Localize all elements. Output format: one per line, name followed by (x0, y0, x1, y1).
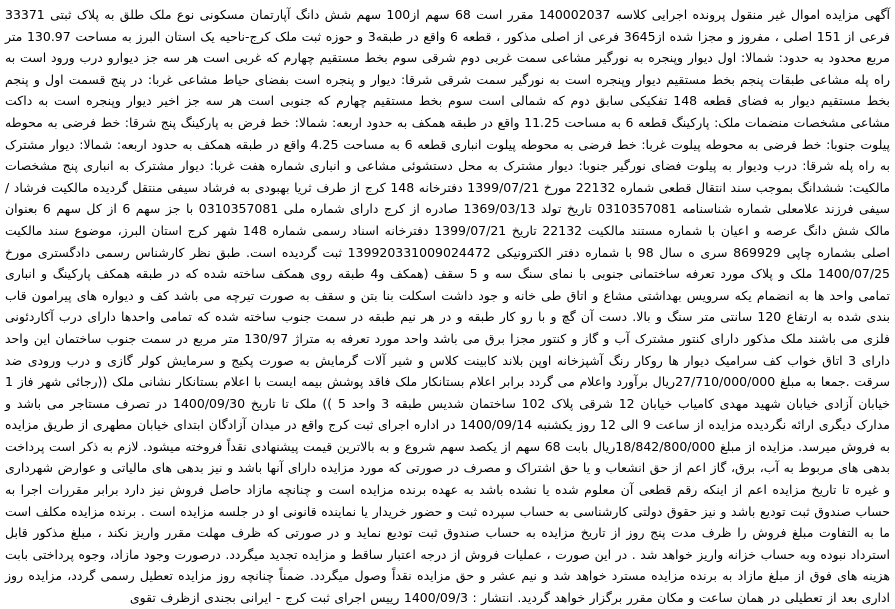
auction-notice-body: آگهی مزایده اموال غیر منقول پرونده اجرایی کلاسه 140002037 مقرر است 68 سهم از100 سهم شش دانگ آپارتمان مسکونی نوع ملک طلق به پلاک ثبتی 33371 فرعی از 151 اصلی ، مفروز و مجزا شده از3645 فرعی از اصلی مذکور ، قطعه 6 واقع در طبقه3 و حوزه ثبت ملک کرج-ناحیه یک استان البرز به مساحت 130.97 متر مربع محدود به حدود: شمالا: اول دیوار وپنجره به نورگیر مشاعی سمت غربی دوم شرقی سوم بخط مستقیم چهارم که غربی است هر سه جز دیوارو درب ورود است به راه پله مشاعی طبقات پنجم بخط مستقیم دیوار وپنجره است به نورگیر سمت شرقی شرقا: دیوار و پنجره است بفضای حیاط مشاعی غربا: در پنج قسمت اول و پنجم بخط مستقیم دیوار به فضای قطعه 148 تفکیکی سابق دوم که شمالی است سوم بخط مستقیم چهارم که جنوبی است هر سه جز اخیر دیوار وپنجره است به داکت مشاعی مشخصات منضمات ملک: پارکینگ قطعه 6 به مساحت 11.25 واقع در طبقه همکف به حدود اربعه: شمالا: خط فرض به پارکینگ پنج شرقا: خط فرضی به محوطه پیلوت جنوبا: خط فرضی به محوطه پیلوت غربا: خط فرضی به محوطه پیلوت انباری قطعه 6 به مساحت 4.25 واقع در طبقه همکف به حدود اربعه: شمالا: دیوار مشترک به راه پله شرقا: درب ودیوار به پیلوت فضای نورگیر جنوبا: دیوار مشترک به محل دستشوئی مشاعی و انباری شماره هفت غربا: دیوار مشترک به انباری پنج مشخصات مالکیت: ششدانگ بموجب سند انتقال قطعی شماره 22132 مورخ 1399/07/21 دفترخانه 148 کرج از طرف ثریا بهبودی به فرشاد سیفی منتقل گردیده مالکیت فرشاد / سیفی فرزند علامعلی شماره شناسنامه 0310357081 تاریخ تولد 1369/03/13 صادره از کرج دارای شماره ملی 0310357081 با جز سهم 6 از کل سهم 6 بعنوان مالک شش دانگ عرصه و اعیان با شماره مستند مالکیت 22132 تاریخ 1399/07/21 دفترخانه اسناد رسمی شماره 148 شهر کرج استان البرز، موضوع سند مالکیت اصلی بشماره چاپی 869929 سری ه سال 98 با شماره دفتر الکترونیکی 139920331009024472 ثبت گردیده است. طبق نظر کارشناس رسمی دادگستری مورخ 1400/07/25 ملک و پلاک مورد تعرفه ساختمانی جنوبی با نمای سنگ سه و 5 سقف (همکف و4 طبقه روی همکف ساخته شده که در طبقه همکف پارکینگ و انباری تمامی واحد ها به انضمام یکه سرویس بهداشتی مشاع و اتاق طی خانه و جود داشت اسکلت بنا بتن و سقف به صورت تیرچه می باشد کف و دیواره های پیرامون قاب بندی شده به ارتفاع 120 سانتی متر سنگ و بالا. دست آن گچ و با رو کار طبقه و در هر نیم طبقه در سمت جنوب ساخته شده که تمامی واحدها دارای درب آکاردئونی فلزی می باشند ملک مذکور دارای کنتور مشترک آب و گاز و کنتور مجزا برق می باشد واحد مورد تعرفه به متراژ 130/97 متر مربع در سمت جنوب ساختمان این واحد دارای 3 اتاق خواب کف سرامیک دیوار ها روکار رنگ آشپزخانه اوپن بلاند کابینت کلاس و شیر آلات گرمایش به صورت پکیج و سرمایش کولر گازی و درب ورودی ضد سرقت .جمعا به مبلغ 27/710/000/000ریال برآورد واعلام می گردد برابر اعلام بستانکار ملک فاقد پوشش بیمه ایست با اعلام بستانکار نشانی ملک ((رجائی شهر فاز 1 خیابان آزادی خیابان شهید مهدی کامیاب خیابان 12 شرقی پلاک 102 ساختمان شدیس طبقه 3 واحد 5 )) ملک تا تاریخ 1400/09/30 در تصرف مستاجر می باشد و مدارک دیگری ارائه نگردیده مزایده از ساعت 9 الی 12 روز یکشنبه 1400/09/14 در اداره اجرای ثبت کرج واقع در میدان آزادگان ابتدای خیابان مطهری از طریق مزایده به فروش میرسد. مزایده از مبلغ 18/842/800/000ریال بابت 68 سهم از یکصد سهم شروع و به بالاترین قیمت پیشنهادی نقداً فروخته میشود. لازم به ذکر است پرداخت بدهی های مربوط به آب، برق، گاز اعم از حق انشعاب و یا حق اشتراک و مصرف در صورتی که مورد مزایده دارای آنها باشد و نیز بدهی های مالیاتی و عوارض شهرداری و غیره تا تاریخ مزایده اعم از اینکه رقم قطعی آن معلوم شده یا نشده باشد به عهده برنده مزایده است و چنانچه مازاد حاصل فروش نیز دارد برابر مقررات اجرا به حساب صندوق ثبت تودیع باشد و نیز حقوق دولتی کارشناسی به حساب سپرده ثبت و حضور خریدار یا نماینده قانونی او در جلسه مزایده است . برنده مزایده مکلف است ما به التفاوت مبلغ فروش را ظرف مدت پنج روز از تاریخ مزایده به حساب صندوق ثبت تودیع نماید و در صورتی که ظرف مهلت مقرر واریز نکند ، مبلغ مذکور قابل استرداد نبوده وبه حساب خزانه واریز خواهد شد . در این صورت ، عملیات فروش از درجه اعتبار ساقط و مزایده تجدید میگردد. درصورت وجود مازاد، وجوه پرداختی بابت هزینه های فوق از مبلغ مازاد به برنده مزایده مسترد خواهد شد و نیم عشر و حق مزایده نقداً وصول میگردد. ضمناً چنانچه روز مزایده تعطیل رسمی گردد، مزایده روز اداری بعد از تعطیلی در همان ساعت و مکان مقرر برگزار خواهد گردید. انتشار : 1400/09/3 رییس اجرای ثبت کرج - ایرانی بجندی ازظرف تقوی (5, 7, 891, 606)
